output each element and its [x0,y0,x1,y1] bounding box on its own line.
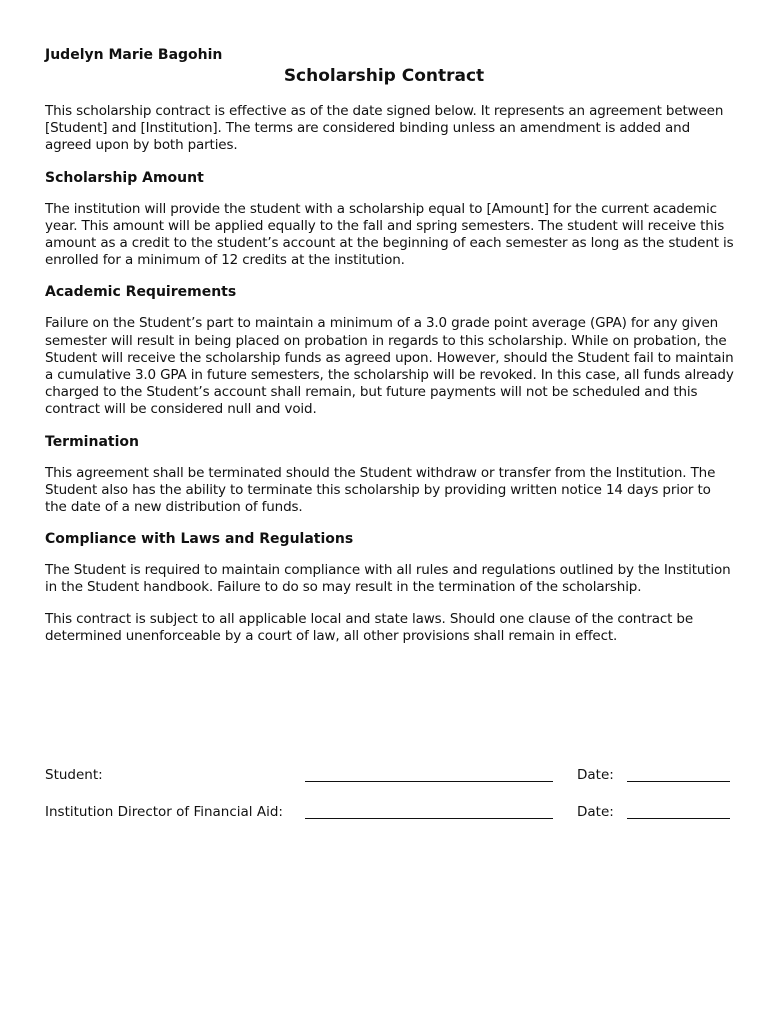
section-heading: Compliance with Laws and Regulations [45,531,354,548]
section-academic-requirements [45,283,735,418]
signature-label: Institution Director of Financial Aid: [45,804,283,820]
intro-paragraph: This scholarship contract is effective as of the date signed below. It represents an agreement between [Student] and [Institution]. The terms are considered binding unless an amendment is added and agreed upon by both parties. [45,103,724,154]
date-label: Date: [577,804,614,820]
section-compliance [45,530,735,645]
section-paragraph: The Student is required to maintain compliance with all rules and regulations outlined by the Institution in the Student handbook. Failure to do so may result in the termination of the scholarship. [45,562,731,596]
author-name: Judelyn Marie Bagohin [45,47,223,63]
date-line [627,781,730,782]
section-heading: Termination [45,433,139,450]
signature-label: Student: [45,767,103,783]
section-heading: Scholarship Amount [45,169,204,186]
section-heading: Academic Requirements [45,284,237,301]
document-body [45,103,735,659]
document-title: Scholarship Contract [283,66,485,86]
signature-line [305,818,553,819]
section-paragraph: This agreement shall be terminated should the Student withdraw or transfer from the Institution. The Student also has the ability to terminate this scholarship by providing written notice 14 days prior to the date of a new distribution of funds. [45,464,716,516]
signature-line [305,781,553,782]
section-paragraph: This contract is subject to all applicable local and state laws. Should one clause of the contract be determined unenforceable by a court of law, all other provisions shall remain in effect. [45,610,694,644]
section-paragraph: Failure on the Student’s part to maintain a minimum of a 3.0 grade point average (GPA) for any given semester will result in being placed on probation in regards to this scholarship. While on probation, the Student will receive the scholarship funds as agreed upon. However, should the Student fail to maintain a cumulative 3.0 GPA in future semesters, the scholarship will be revoked. In this case, all funds already charged to the Student’s account shall remain, but future payments will not be scheduled and this contract will be considered null and void. [45,315,734,418]
signature-row-director [45,803,735,823]
date-line [627,818,730,819]
section-scholarship-amount [45,169,735,270]
section-termination [45,433,735,517]
signature-row-student [45,766,735,786]
section-paragraph: The institution will provide the student with a scholarship equal to [Amount] for the current academic year. This amount will be applied equally to the fall and spring semesters. The student will receive this amount as a credit to the student’s account at the beginning of each semester as long as the student is enrolled for a minimum of 12 credits at the institution. [45,200,734,269]
date-label: Date: [577,767,614,783]
